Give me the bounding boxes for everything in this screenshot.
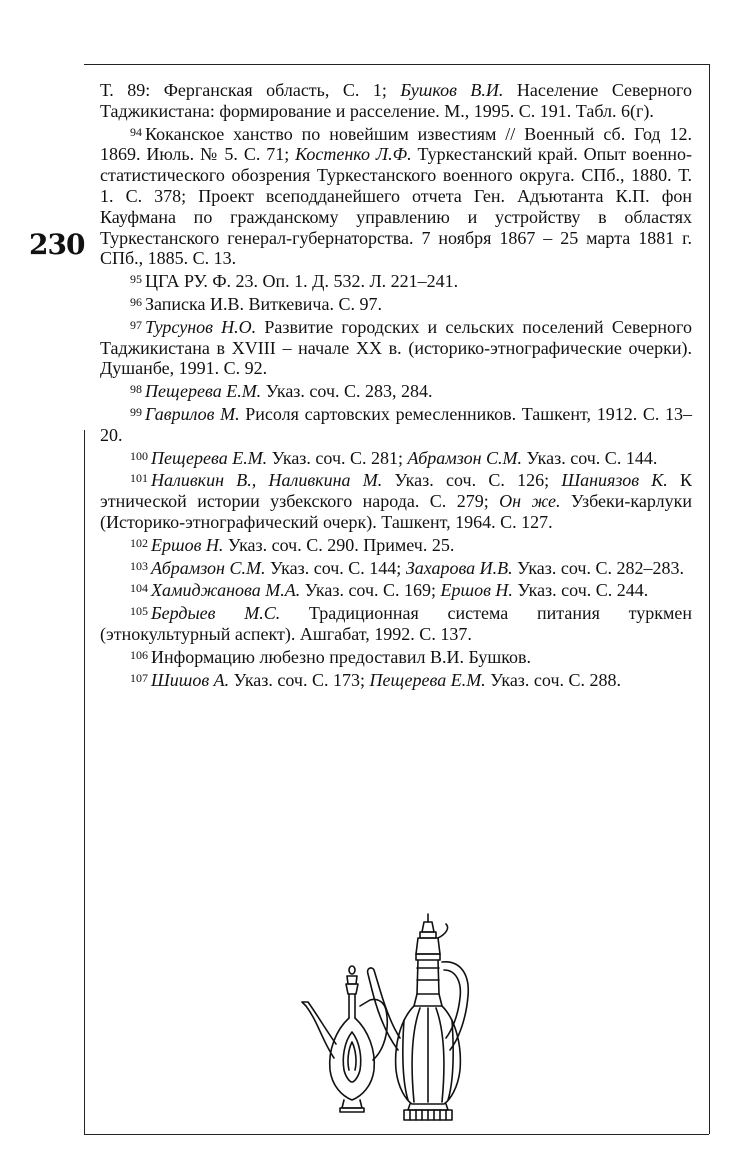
footnote-author: Бушков В.И. (400, 80, 504, 100)
footnote-100 (100, 446, 692, 469)
footnote-number: 100 (130, 448, 148, 463)
footnote-text: К этнической истории узбекского народа. С. 279; (100, 470, 692, 512)
footnote-text: Указ. соч. С. 173; (229, 669, 370, 690)
page-frame-right-rule (709, 64, 710, 1134)
footnote-author: Турсунов Н.О. (145, 316, 257, 337)
footnote-text: Указ. соч. С. 283, 284. (261, 381, 433, 402)
footnote-number: 107 (130, 670, 148, 685)
footnote-author: Захарова И.В. (405, 557, 513, 578)
footnote-number: 96 (130, 294, 142, 309)
footnote-author: Шишов А. (151, 669, 230, 690)
footnote-author: Шаниязов К. (561, 470, 668, 491)
footnote-text: Записка И.В. Виткевича. С. 97. (145, 293, 382, 314)
footnote-text: Коканское ханство по новейшим известиям // Военный сб. Год 12. 1869. Июль. № 5. С. 71; (100, 123, 692, 165)
ewer-illustration (300, 910, 480, 1125)
footnote-number: 105 (130, 604, 148, 619)
footnote-98 (100, 379, 692, 402)
footnote-author: Он же. (499, 491, 561, 512)
footnote-text: Традиционная система питания туркмен (этнокультурный аспект). Ашгабат, 1992. С. 137. (100, 603, 693, 644)
footnote-text: Указ. соч. С. 144; (265, 557, 406, 578)
footnote-author: Абрамзон С.М. (407, 447, 522, 468)
footnote-103 (100, 556, 692, 579)
page-number: 230 (29, 228, 85, 261)
footnote-author: Пещерева Е.М. (369, 669, 486, 690)
footnote-author: Бердыев М.С. (151, 603, 281, 624)
footnote-text: Рисоля сартовских ремесленников. Ташкент, 1912. С. 13–20. (100, 403, 692, 445)
footnote-number: 98 (130, 382, 142, 397)
footnote-106 (100, 645, 692, 668)
footnote-number: 99 (130, 404, 142, 419)
footnote-number: 102 (130, 535, 148, 550)
footnote-author: Ершов Н. (440, 580, 513, 601)
footnote-94 (100, 122, 692, 270)
footnote-text: Указ. соч. С. 144. (522, 447, 658, 468)
small-ewer (302, 966, 387, 1112)
footnote-text: Указ. соч. С. 290. Примеч. 25. (223, 534, 455, 555)
footnote-number: 97 (130, 317, 142, 332)
footnote-text: Узбеки-карлуки (Историко-этнографический очерк). Ташкент, 1964. С. 127. (100, 491, 693, 532)
footnote-text: Указ. соч. С. 282–283. (512, 557, 684, 578)
footnote-number: 94 (130, 124, 142, 139)
footnote-author: Ершов Н. (151, 534, 224, 555)
footnote-96 (100, 292, 692, 315)
footnote-continued (100, 80, 692, 122)
footnote-author: Гаврилов М. (145, 403, 240, 424)
footnote-text: Указ. соч. С. 126; (382, 470, 562, 491)
footnote-text: Туркестанский край. Опыт военно-статистического обозрения Туркестанского военного округа. СПб., 1880. Т. 1. С. 378; Проект всеподданейшего отчета Ген. Адъютанта К.П. фон Кауфмана по гражданскому управлению и устройству в областях Туркестанского генерал-губернаторства. 7 ноября 1867 – 25 марта 1881 г. СПб., 1885. С. 13. (100, 144, 692, 269)
footnote-text: Указ. соч. С. 281; (267, 447, 408, 468)
footnote-104 (100, 578, 692, 601)
footnote-text: Развитие городских и сельских поселений Северного Таджикистана в XVIII – начале XX в. (историко-этнографические очерки). Душанбе, 1991. С. 92. (100, 316, 692, 379)
footnote-author: Наливкин В., Наливкина М. (151, 470, 383, 491)
footnote-number: 101 (130, 471, 148, 486)
page-frame-bottom-rule (84, 1134, 709, 1135)
footnote-107 (100, 668, 692, 691)
footnote-text: Население Северного Таджикистана: формирование и расселение. М., 1995. С. 191. Табл. 6(г). (100, 80, 692, 121)
footnote-author: Пещерева Е.М. (145, 381, 262, 402)
footnote-author: Костенко Л.Ф. (295, 144, 412, 165)
footnote-101 (100, 468, 692, 532)
footnote-author: Хамиджанова М.А. (151, 580, 301, 601)
footnote-number: 104 (130, 581, 148, 596)
footnote-number: 95 (130, 272, 142, 287)
large-ewer (368, 914, 469, 1120)
footnote-97 (100, 315, 692, 379)
footnote-number: 106 (130, 647, 148, 662)
footnote-102 (100, 533, 692, 556)
footnote-95 (100, 269, 692, 292)
footnote-text: ЦГА РУ. Ф. 23. Оп. 1. Д. 532. Л. 221–241. (145, 271, 459, 292)
footnote-text: Информацию любезно предоставил В.И. Бушков. (151, 646, 532, 667)
footnote-text: Т. 89: Ферганская область, С. 1; (100, 80, 401, 100)
footnote-author: Пещерева Е.М. (151, 447, 268, 468)
footnote-99 (100, 402, 692, 446)
footnote-text: Указ. соч. С. 244. (512, 580, 649, 601)
footnote-105 (100, 601, 692, 645)
page-frame-left-rule (84, 430, 85, 1134)
footnote-text: Указ. соч. С. 288. (485, 669, 622, 690)
footnote-number: 103 (130, 558, 148, 573)
page-frame-top-rule (84, 64, 709, 65)
footnote-author: Абрамзон С.М. (151, 557, 266, 578)
footnote-text: Указ. соч. С. 169; (300, 580, 441, 601)
footnotes-list (100, 80, 692, 690)
